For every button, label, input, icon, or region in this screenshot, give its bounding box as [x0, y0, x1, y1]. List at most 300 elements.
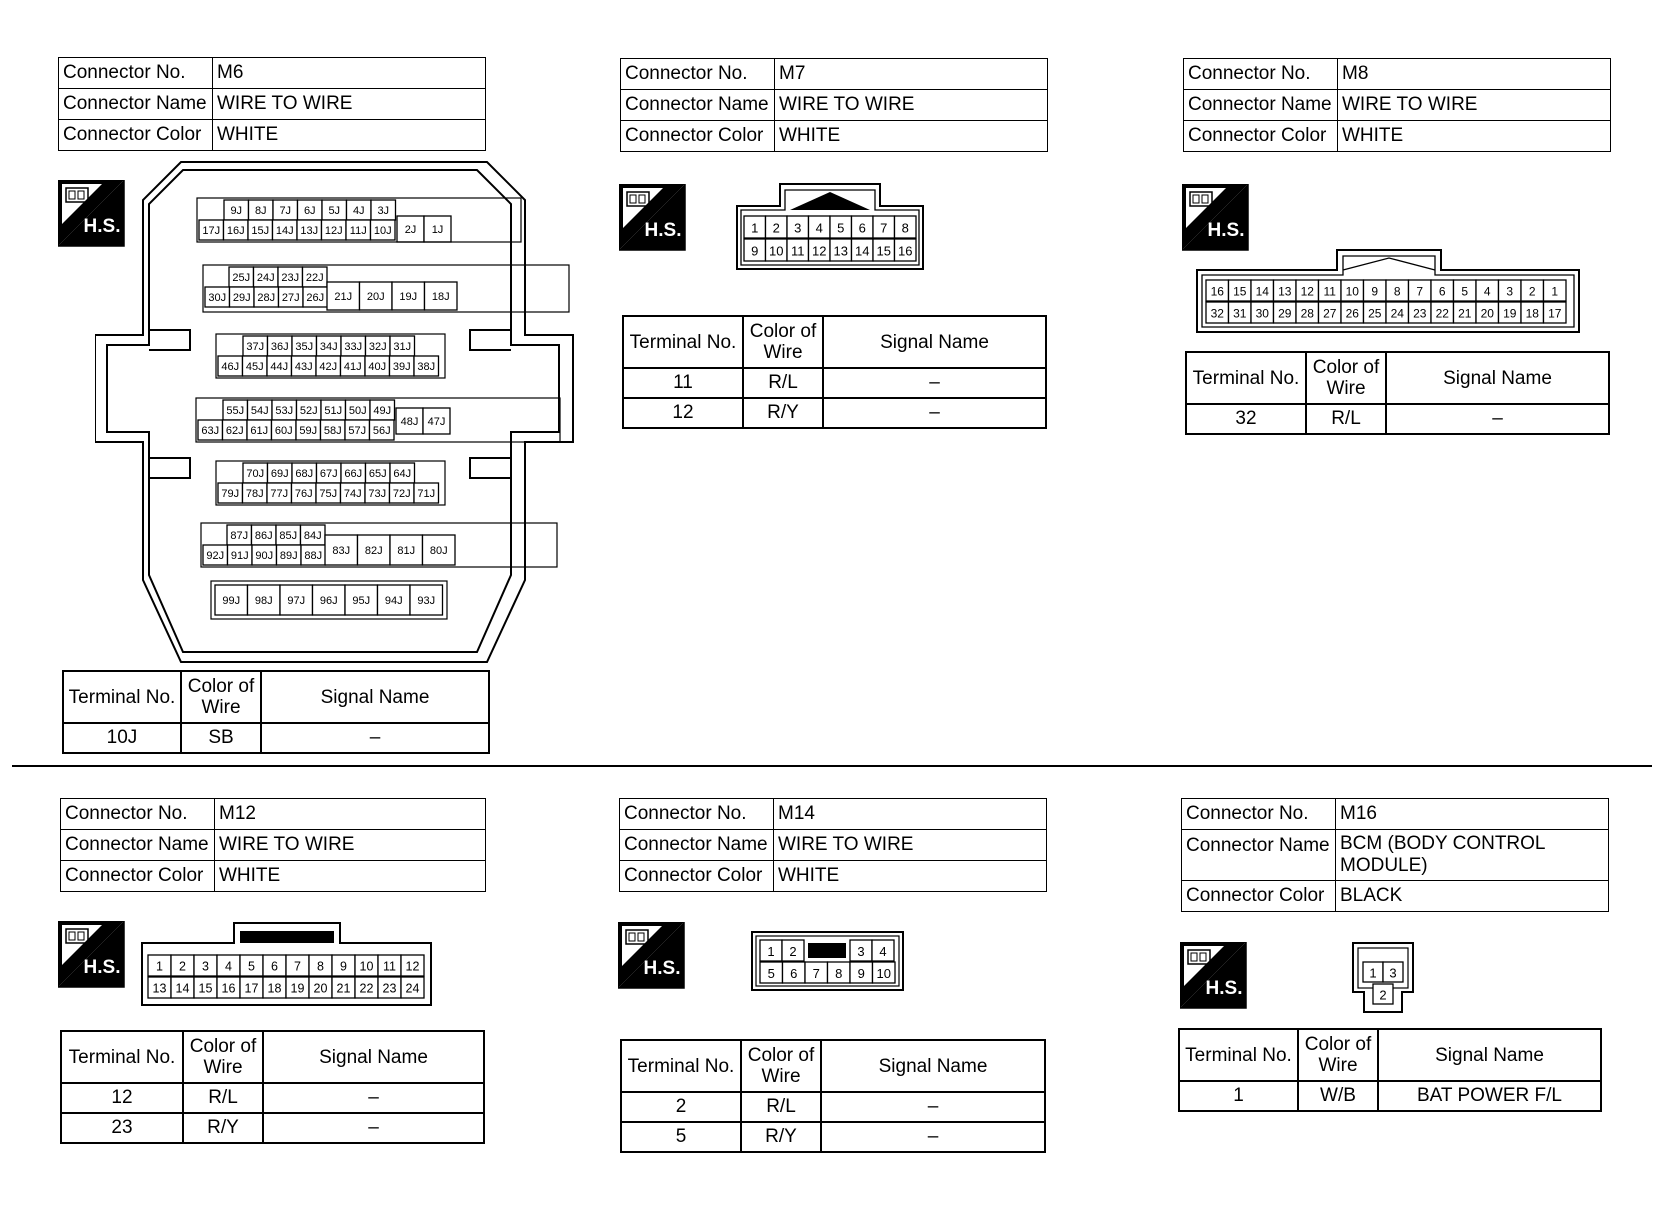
pin-label: 18J	[431, 291, 450, 303]
header-signal-name: Signal Name	[821, 1040, 1045, 1092]
label-connector-no: Connector No.	[620, 799, 774, 830]
connector-m6	[58, 57, 486, 151]
table-row	[1179, 1081, 1601, 1111]
pin-label: 29J	[232, 292, 251, 304]
header-color-of-wire: Color of Wire	[741, 1040, 821, 1092]
pin-label: 1	[751, 220, 759, 236]
pin-label: 10	[359, 959, 374, 974]
pin-label: 7	[294, 959, 301, 974]
pin-label: 15	[198, 981, 213, 996]
pin-label: 54J	[250, 405, 269, 417]
pin-label: 78J	[245, 488, 264, 500]
pin-label: 4J	[352, 205, 365, 217]
pin-label: 10	[1345, 284, 1359, 299]
pin-label: 87J	[230, 530, 249, 542]
signal-name: BAT POWER F/L	[1378, 1081, 1601, 1111]
pin-label: 83J	[332, 545, 351, 557]
label-connector-name: Connector Name	[621, 90, 775, 121]
pin-label: 47J	[427, 416, 446, 428]
pin-label: 1	[767, 944, 775, 959]
m6-notch	[149, 458, 190, 478]
pin-label: 10	[769, 243, 784, 259]
pin-label: 16	[1210, 284, 1224, 299]
pin-label: 11J	[349, 225, 367, 237]
m16-connector-face	[1350, 940, 1420, 1016]
wire-color: R/Y	[741, 1122, 821, 1152]
table-row	[621, 1092, 1045, 1122]
pin-label: 72J	[392, 488, 411, 500]
pin-label: 52J	[299, 405, 318, 417]
pin-label: 79J	[221, 488, 240, 500]
table-row	[621, 1122, 1045, 1152]
hs-label: H.S.	[83, 957, 121, 978]
pin-label: 46J	[221, 361, 240, 373]
pin-label: 98J	[254, 595, 273, 607]
terminal-no: 1	[1179, 1081, 1298, 1111]
wire-color: R/L	[741, 1092, 821, 1122]
pin-label: 71J	[417, 488, 436, 500]
section-divider	[12, 765, 1652, 767]
pin-label: 3J	[377, 205, 390, 217]
pin-label: 1	[1551, 284, 1559, 299]
pin-label: 11	[1323, 284, 1336, 299]
pin-label: 8	[317, 959, 324, 974]
pin-label: 44J	[270, 361, 289, 373]
pin-label: 45J	[245, 361, 264, 373]
label-connector-no: Connector No.	[61, 799, 215, 830]
label-connector-no: Connector No.	[1184, 59, 1338, 90]
pin-label: 64J	[393, 468, 412, 480]
pin-label: 3	[1506, 284, 1514, 299]
m7-connector-face	[735, 182, 935, 274]
pin-label: 81J	[397, 545, 416, 557]
pin-label: 36J	[270, 341, 289, 353]
pin-label: 9	[751, 243, 759, 259]
pin-label: 86J	[254, 530, 273, 542]
pin-label: 38J	[417, 361, 436, 373]
pin-label: 21	[336, 981, 351, 996]
pin-label: 14J	[275, 225, 294, 237]
pin-label: 16J	[226, 225, 245, 237]
pin-label: 77J	[270, 488, 289, 500]
connector-name-value: WIRE TO WIRE	[775, 90, 1048, 121]
pin-label: 10J	[373, 225, 392, 237]
pin-label: 23J	[281, 272, 300, 284]
pin-label: 9J	[230, 205, 243, 217]
pin-label: 14	[855, 243, 870, 259]
connector-no-value: M12	[215, 799, 486, 830]
label-connector-color: Connector Color	[620, 861, 774, 892]
pin-label: 16	[898, 243, 913, 259]
terminal-no: 5	[621, 1122, 741, 1152]
signal-name: –	[263, 1083, 484, 1113]
pin-label: 14	[1255, 284, 1269, 299]
connector-no-value: M7	[775, 59, 1048, 90]
pin-label: 68J	[295, 468, 314, 480]
label-connector-no: Connector No.	[621, 59, 775, 90]
pin-label: 67J	[319, 468, 338, 480]
connector-no-value: M14	[774, 799, 1047, 830]
pin-label: 31	[1233, 306, 1247, 321]
pin-label: 23	[1413, 306, 1427, 321]
pin-label: 89J	[279, 550, 298, 562]
pin-label: 10	[876, 966, 891, 981]
connector-name-value: BCM (BODY CONTROL MODULE)	[1336, 830, 1609, 881]
pin-label: 5	[767, 966, 775, 981]
pin-label: 20J	[366, 291, 385, 303]
pin-label: 6J	[303, 205, 316, 217]
pin-label: 13J	[300, 225, 319, 237]
wire-color: R/L	[183, 1083, 263, 1113]
pin-label: 73J	[368, 488, 387, 500]
label-connector-name: Connector Name	[59, 89, 213, 120]
pin-label: 14	[175, 981, 190, 996]
terminal-table-m16	[1178, 1028, 1602, 1112]
pin-label: 39J	[392, 361, 411, 373]
pin-label: 8	[835, 966, 843, 981]
terminal-no: 23	[61, 1113, 183, 1143]
connector-color-value: WHITE	[215, 861, 486, 892]
pin-label: 34J	[319, 341, 338, 353]
pin-label: 1	[156, 959, 163, 974]
connector-name-value: WIRE TO WIRE	[774, 830, 1047, 861]
pin-label: 48J	[400, 416, 419, 428]
pin-label: 15J	[251, 225, 270, 237]
pin-label: 3	[1389, 965, 1397, 981]
pin-label: 90J	[255, 550, 274, 562]
pin-label: 31J	[393, 341, 412, 353]
pin-label: 19	[290, 981, 305, 996]
pin-label: 25	[1368, 306, 1382, 321]
table-row	[63, 723, 489, 753]
pin-label: 6	[271, 959, 278, 974]
pin-label: 88J	[304, 550, 323, 562]
pin-label: 9	[1371, 284, 1379, 299]
pin-label: 84J	[303, 530, 322, 542]
pin-label: 19	[1503, 306, 1517, 321]
pin-label: 21	[1458, 306, 1472, 321]
connector-name-value: WIRE TO WIRE	[215, 830, 486, 861]
pin-label: 13	[833, 243, 848, 259]
wire-color: R/Y	[183, 1113, 263, 1143]
pin-label: 59J	[299, 425, 318, 437]
terminal-table-m14	[620, 1039, 1046, 1153]
header-signal-name: Signal Name	[1378, 1029, 1601, 1081]
header-signal-name: Signal Name	[823, 316, 1046, 368]
pin-label: 63J	[201, 425, 220, 437]
pin-label: 4	[815, 220, 823, 236]
pin-label: 4	[879, 944, 887, 959]
connector-color-value: WHITE	[213, 120, 486, 151]
label-connector-color: Connector Color	[59, 120, 213, 151]
m8-connector-face	[1195, 248, 1581, 334]
pin-label: 1	[1369, 965, 1377, 981]
label-connector-color: Connector Color	[61, 861, 215, 892]
label-connector-no: Connector No.	[1182, 799, 1336, 830]
pin-label: 85J	[279, 530, 298, 542]
pin-label: 49J	[373, 405, 392, 417]
pin-label: 28	[1300, 306, 1314, 321]
connector-m12	[60, 798, 486, 892]
pin-label: 75J	[319, 488, 338, 500]
connector-info-table	[58, 57, 486, 151]
pin-label: 93J	[417, 595, 436, 607]
signal-name: –	[821, 1092, 1045, 1122]
pin-label: 91J	[230, 550, 249, 562]
pin-label: 69J	[270, 468, 289, 480]
pin-label: 15	[1233, 284, 1247, 299]
wire-color: R/L	[1306, 404, 1386, 434]
connector-color-value: WHITE	[1338, 121, 1611, 152]
m6-notch	[470, 330, 511, 350]
pin-label: 11	[383, 959, 396, 974]
pin-label: 50J	[348, 405, 367, 417]
pin-label: 17	[1548, 306, 1562, 321]
wire-color: SB	[181, 723, 261, 753]
pin-label: 11	[791, 243, 805, 259]
signal-name: –	[261, 723, 489, 753]
header-color-of-wire: Color of Wire	[1306, 352, 1386, 404]
pin-label: 20	[1480, 306, 1494, 321]
header-signal-name: Signal Name	[263, 1031, 484, 1083]
connector-color-value: WHITE	[774, 861, 1047, 892]
connector-m16	[1181, 798, 1609, 912]
table-row	[61, 1113, 484, 1143]
m12-connector-face	[140, 921, 435, 1007]
pin-label: 8	[901, 220, 909, 236]
pin-label: 22J	[305, 272, 324, 284]
connector-color-value: BLACK	[1336, 881, 1609, 912]
pin-label: 24J	[256, 272, 275, 284]
pin-label: 56J	[372, 425, 391, 437]
label-connector-name: Connector Name	[1182, 830, 1336, 881]
header-terminal-no: Terminal No.	[621, 1040, 741, 1092]
m14-key	[808, 943, 846, 958]
pin-label: 32J	[368, 341, 387, 353]
pin-label: 27J	[281, 292, 300, 304]
signal-name: –	[823, 398, 1046, 428]
signal-name: –	[823, 368, 1046, 398]
label-connector-color: Connector Color	[1182, 881, 1336, 912]
pin-label: 32	[1210, 306, 1224, 321]
connector-name-value: WIRE TO WIRE	[213, 89, 486, 120]
terminal-no: 2	[621, 1092, 741, 1122]
pin-label: 95J	[352, 595, 371, 607]
pin-label: 9	[857, 966, 865, 981]
pin-label: 24	[405, 981, 420, 996]
pin-label: 23	[382, 981, 397, 996]
pin-label: 22	[359, 981, 374, 996]
pin-label: 3	[202, 959, 209, 974]
wire-color: R/Y	[743, 398, 823, 428]
header-color-of-wire: Color of Wire	[183, 1031, 263, 1083]
pin-label: 18	[267, 981, 282, 996]
hs-icon	[1180, 942, 1248, 1010]
header-color-of-wire: Color of Wire	[1298, 1029, 1378, 1081]
terminal-no: 32	[1186, 404, 1306, 434]
pin-label: 27	[1323, 306, 1337, 321]
hs-label: H.S.	[643, 958, 681, 979]
pin-label: 28J	[257, 292, 276, 304]
wire-color: W/B	[1298, 1081, 1378, 1111]
hs-icon	[619, 184, 687, 252]
pin-label: 13	[152, 981, 167, 996]
pin-label: 5	[1461, 284, 1469, 299]
pin-label: 2	[789, 944, 797, 959]
pin-label: 12	[812, 243, 827, 259]
pin-label: 30J	[208, 292, 227, 304]
pin-label: 60J	[274, 425, 293, 437]
label-connector-name: Connector Name	[1184, 90, 1338, 121]
pin-label: 21J	[334, 291, 353, 303]
pin-label: 6	[1438, 284, 1446, 299]
pin-label: 7	[812, 966, 820, 981]
header-signal-name: Signal Name	[1386, 352, 1609, 404]
pin-label: 6	[790, 966, 798, 981]
pin-label: 33J	[344, 341, 363, 353]
pin-label: 24	[1390, 306, 1404, 321]
pin-label: 17	[244, 981, 259, 996]
pin-label: 20	[313, 981, 328, 996]
pin-label: 7J	[279, 205, 292, 217]
pin-label: 30	[1255, 306, 1269, 321]
pin-label: 35J	[295, 341, 314, 353]
table-row	[623, 398, 1046, 428]
pin-label: 4	[225, 959, 232, 974]
hs-label: H.S.	[644, 220, 682, 241]
pin-label: 80J	[429, 545, 448, 557]
pin-label: 12	[405, 959, 420, 974]
pin-label: 8J	[254, 205, 267, 217]
pin-label: 43J	[294, 361, 313, 373]
pin-label: 82J	[364, 545, 383, 557]
pin-label: 76J	[294, 488, 313, 500]
pin-label: 15	[876, 243, 891, 259]
signal-name: –	[821, 1122, 1045, 1152]
label-connector-no: Connector No.	[59, 58, 213, 89]
connector-no-value: M8	[1338, 59, 1611, 90]
hs-label: H.S.	[1207, 220, 1245, 241]
terminal-no: 11	[623, 368, 743, 398]
header-terminal-no: Terminal No.	[61, 1031, 183, 1083]
pin-label: 51J	[324, 405, 343, 417]
header-signal-name: Signal Name	[261, 671, 489, 723]
pin-label: 99J	[222, 595, 241, 607]
pin-label: 65J	[368, 468, 387, 480]
pin-label: 2	[772, 220, 780, 236]
pin-label: 7	[1416, 284, 1424, 299]
connector-m7	[620, 58, 1048, 152]
label-connector-name: Connector Name	[620, 830, 774, 861]
pin-label: 57J	[348, 425, 367, 437]
connector-m8	[1183, 58, 1611, 152]
pin-label: 25J	[232, 272, 251, 284]
terminal-no: 12	[61, 1083, 183, 1113]
pin-label: 70J	[246, 468, 265, 480]
connector-color-value: WHITE	[775, 121, 1048, 152]
pin-label: 17J	[202, 225, 221, 237]
pin-label: 26	[1345, 306, 1359, 321]
header-terminal-no: Terminal No.	[1179, 1029, 1298, 1081]
pin-label: 6	[858, 220, 866, 236]
pin-label: 1J	[431, 224, 444, 236]
pin-label: 18	[1525, 306, 1539, 321]
pin-label: 8	[1393, 284, 1401, 299]
pin-label: 26J	[306, 292, 325, 304]
label-connector-color: Connector Color	[1184, 121, 1338, 152]
pin-label: 66J	[344, 468, 363, 480]
pin-label: 7	[880, 220, 888, 236]
pin-label: 19J	[399, 291, 418, 303]
pin-label: 96J	[319, 595, 338, 607]
label-connector-name: Connector Name	[61, 830, 215, 861]
header-terminal-no: Terminal No.	[63, 671, 181, 723]
hs-label: H.S.	[1205, 978, 1243, 999]
pin-label: 22	[1435, 306, 1449, 321]
pin-label: 42J	[319, 361, 338, 373]
pin-label: 5	[837, 220, 845, 236]
pin-label: 3	[794, 220, 802, 236]
pin-label: 2J	[404, 224, 417, 236]
header-terminal-no: Terminal No.	[1186, 352, 1306, 404]
table-row	[623, 368, 1046, 398]
header-terminal-no: Terminal No.	[623, 316, 743, 368]
pin-label: 97J	[287, 595, 306, 607]
table-row	[1186, 404, 1609, 434]
signal-name: –	[263, 1113, 484, 1143]
pin-label: 58J	[323, 425, 342, 437]
header-color-of-wire: Color of Wire	[743, 316, 823, 368]
terminal-table-m7	[622, 315, 1047, 429]
pin-label: 3	[857, 944, 865, 959]
pin-label: 5	[248, 959, 255, 974]
m14-connector-face	[750, 930, 905, 992]
pin-label: 55J	[226, 405, 245, 417]
pin-label: 92J	[206, 550, 225, 562]
pin-label: 62J	[225, 425, 244, 437]
hs-label: H.S.	[83, 216, 121, 237]
pin-label: 37J	[246, 341, 265, 353]
pin-label: 13	[1278, 284, 1292, 299]
pin-label: 12	[1300, 284, 1314, 299]
wire-color: R/L	[743, 368, 823, 398]
label-connector-color: Connector Color	[621, 121, 775, 152]
pin-label: 29	[1278, 306, 1292, 321]
header-color-of-wire: Color of Wire	[181, 671, 261, 723]
pin-label: 2	[179, 959, 186, 974]
connector-no-value: M16	[1336, 799, 1609, 830]
table-row	[61, 1083, 484, 1113]
terminal-table-m12	[60, 1030, 485, 1144]
m6-notch	[470, 458, 511, 478]
pin-label: 40J	[368, 361, 387, 373]
pin-label: 2	[1379, 987, 1387, 1003]
pin-label: 9	[340, 959, 347, 974]
pin-label: 74J	[343, 488, 362, 500]
hs-icon	[58, 921, 126, 989]
signal-name: –	[1386, 404, 1609, 434]
terminal-no: 10J	[63, 723, 181, 753]
pin-label: 16	[221, 981, 236, 996]
connector-name-value: WIRE TO WIRE	[1338, 90, 1611, 121]
hs-icon	[618, 922, 686, 990]
pin-label: 5J	[328, 205, 341, 217]
terminal-table-m8	[1185, 351, 1610, 435]
connector-no-value: M6	[213, 58, 486, 89]
pin-label: 53J	[275, 405, 294, 417]
terminal-table-m6	[62, 670, 490, 754]
pin-label: 61J	[250, 425, 269, 437]
